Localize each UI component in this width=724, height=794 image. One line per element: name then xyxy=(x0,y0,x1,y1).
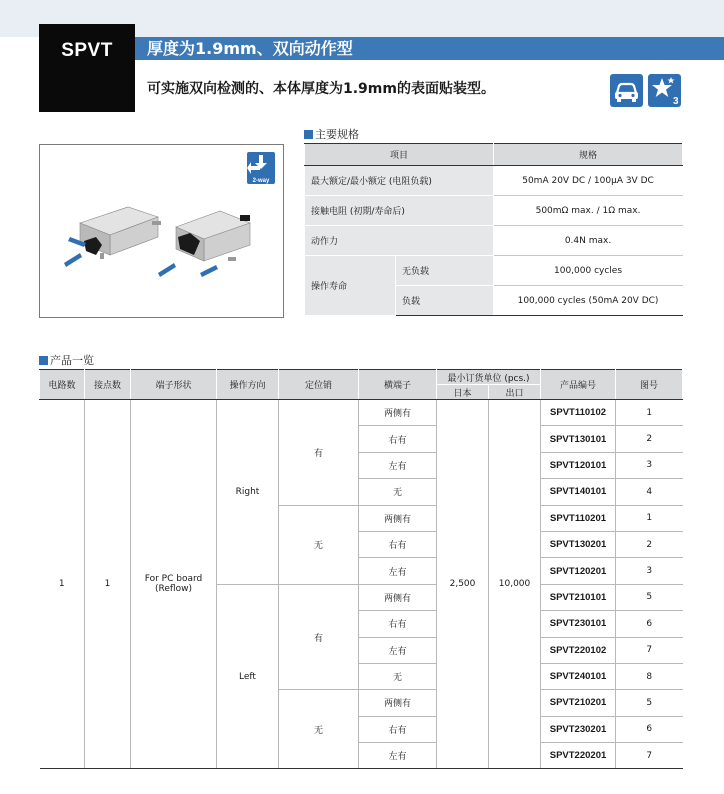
cell-fig: 2 xyxy=(616,426,683,452)
cell-fig: 7 xyxy=(616,637,683,663)
cell-fig: 8 xyxy=(616,663,683,689)
spec-no-load-label: 无负载 xyxy=(396,256,494,286)
cell-fig: 3 xyxy=(616,558,683,584)
spec-row-value: 500mΩ max. / 1Ω max. xyxy=(494,196,683,226)
spec-col-spec: 规格 xyxy=(494,144,683,166)
col-moq-japan: 日本 xyxy=(437,385,489,400)
spec-no-load-value: 100,000 cycles xyxy=(494,256,683,286)
cell-pin: 有 xyxy=(279,400,359,506)
svg-text:3: 3 xyxy=(673,96,679,107)
spec-row-label: 接触电阻 (初期/寿命后) xyxy=(305,196,494,226)
cell-side: 左有 xyxy=(359,558,437,584)
cell-moq-japan: 2,500 xyxy=(437,400,489,769)
cell-pin: 无 xyxy=(279,505,359,584)
spec-row-value: 0.4N max. xyxy=(494,226,683,256)
col-direction: 操作方向 xyxy=(217,370,279,400)
cell-side: 右有 xyxy=(359,716,437,742)
products-section-label: 产品一览 xyxy=(50,354,94,367)
cell-side: 右有 xyxy=(359,426,437,452)
products-section-title xyxy=(39,352,94,368)
car-icon xyxy=(610,74,643,107)
cell-part-no: SPVT210201 xyxy=(541,690,616,716)
model-name: SPVT xyxy=(61,40,113,61)
cell-side: 左有 xyxy=(359,637,437,663)
cell-part-no: SPVT140101 xyxy=(541,479,616,505)
cell-part-no: SPVT120201 xyxy=(541,558,616,584)
cell-part-no: SPVT220102 xyxy=(541,637,616,663)
cell-part-no: SPVT240101 xyxy=(541,663,616,689)
cell-side: 两侧有 xyxy=(359,690,437,716)
spec-row-label: 最大额定/最小额定 (电阻负载) xyxy=(305,166,494,196)
col-circuits: 电路数 xyxy=(40,370,85,400)
cell-side: 两侧有 xyxy=(359,584,437,610)
cell-fig: 7 xyxy=(616,743,683,769)
cell-moq-export: 10,000 xyxy=(489,400,541,769)
col-terminal: 端子形状 xyxy=(131,370,217,400)
bullet-square-icon xyxy=(304,130,313,139)
col-side-terminal: 横端子 xyxy=(359,370,437,400)
cell-part-no: SPVT230201 xyxy=(541,716,616,742)
cell-side: 两侧有 xyxy=(359,505,437,531)
spec-col-item: 项目 xyxy=(305,144,494,166)
cell-fig: 2 xyxy=(616,531,683,557)
cell-part-no: SPVT210101 xyxy=(541,584,616,610)
cell-fig: 4 xyxy=(616,479,683,505)
cell-direction-left: Left xyxy=(217,584,279,769)
cell-circuits: 1 xyxy=(40,400,85,769)
cell-part-no: SPVT220201 xyxy=(541,743,616,769)
spec-table xyxy=(304,143,683,316)
cell-part-no: SPVT230101 xyxy=(541,611,616,637)
cell-side: 右有 xyxy=(359,531,437,557)
cell-side: 右有 xyxy=(359,611,437,637)
spec-section-label: 主要规格 xyxy=(315,128,359,141)
cell-fig: 5 xyxy=(616,690,683,716)
spec-life-label: 操作寿命 xyxy=(305,256,396,316)
model-tab xyxy=(39,24,135,112)
switch-illustration xyxy=(40,145,283,317)
header-band xyxy=(39,37,724,60)
cell-terminal: For PC board (Reflow) xyxy=(131,400,217,769)
col-moq: 最小订货单位 (pcs.) xyxy=(437,370,541,385)
star-3-icon xyxy=(648,74,681,107)
cell-side: 无 xyxy=(359,479,437,505)
cell-side: 两侧有 xyxy=(359,400,437,426)
cell-part-no: SPVT110201 xyxy=(541,505,616,531)
cell-fig: 6 xyxy=(616,611,683,637)
cell-side: 左有 xyxy=(359,743,437,769)
cell-side: 无 xyxy=(359,663,437,689)
cell-pin: 无 xyxy=(279,690,359,769)
col-positioning: 定位销 xyxy=(279,370,359,400)
col-drawing: 图号 xyxy=(616,370,683,400)
product-image-box xyxy=(39,144,284,318)
page-title: 厚度为1.9mm、双向动作型 xyxy=(147,39,353,58)
page-subtitle: 可实施双向检测的、本体厚度为1.9mm的表面贴装型。 xyxy=(147,81,495,97)
cell-part-no: SPVT130201 xyxy=(541,531,616,557)
col-part-no: 产品编号 xyxy=(541,370,616,400)
cell-fig: 1 xyxy=(616,400,683,426)
cell-pin: 有 xyxy=(279,584,359,690)
cell-side: 左有 xyxy=(359,452,437,478)
cell-part-no: SPVT110102 xyxy=(541,400,616,426)
cell-part-no: SPVT120101 xyxy=(541,452,616,478)
product-table xyxy=(39,369,683,769)
bullet-square-icon xyxy=(39,356,48,365)
spec-load-value: 100,000 cycles (50mA 20V DC) xyxy=(494,286,683,316)
spec-row-value: 50mA 20V DC / 100μA 3V DC xyxy=(494,166,683,196)
cell-fig: 1 xyxy=(616,505,683,531)
cell-fig: 6 xyxy=(616,716,683,742)
spec-load-label: 负载 xyxy=(396,286,494,316)
cell-contacts: 1 xyxy=(85,400,131,769)
cell-fig: 5 xyxy=(616,584,683,610)
cell-fig: 3 xyxy=(616,452,683,478)
spec-row-label: 动作力 xyxy=(305,226,494,256)
col-contacts: 接点数 xyxy=(85,370,131,400)
cell-part-no: SPVT130101 xyxy=(541,426,616,452)
col-moq-export: 出口 xyxy=(489,385,541,400)
cell-direction-right: Right xyxy=(217,400,279,585)
two-way-label: 2-way xyxy=(252,178,270,184)
spec-section-title xyxy=(304,126,359,142)
